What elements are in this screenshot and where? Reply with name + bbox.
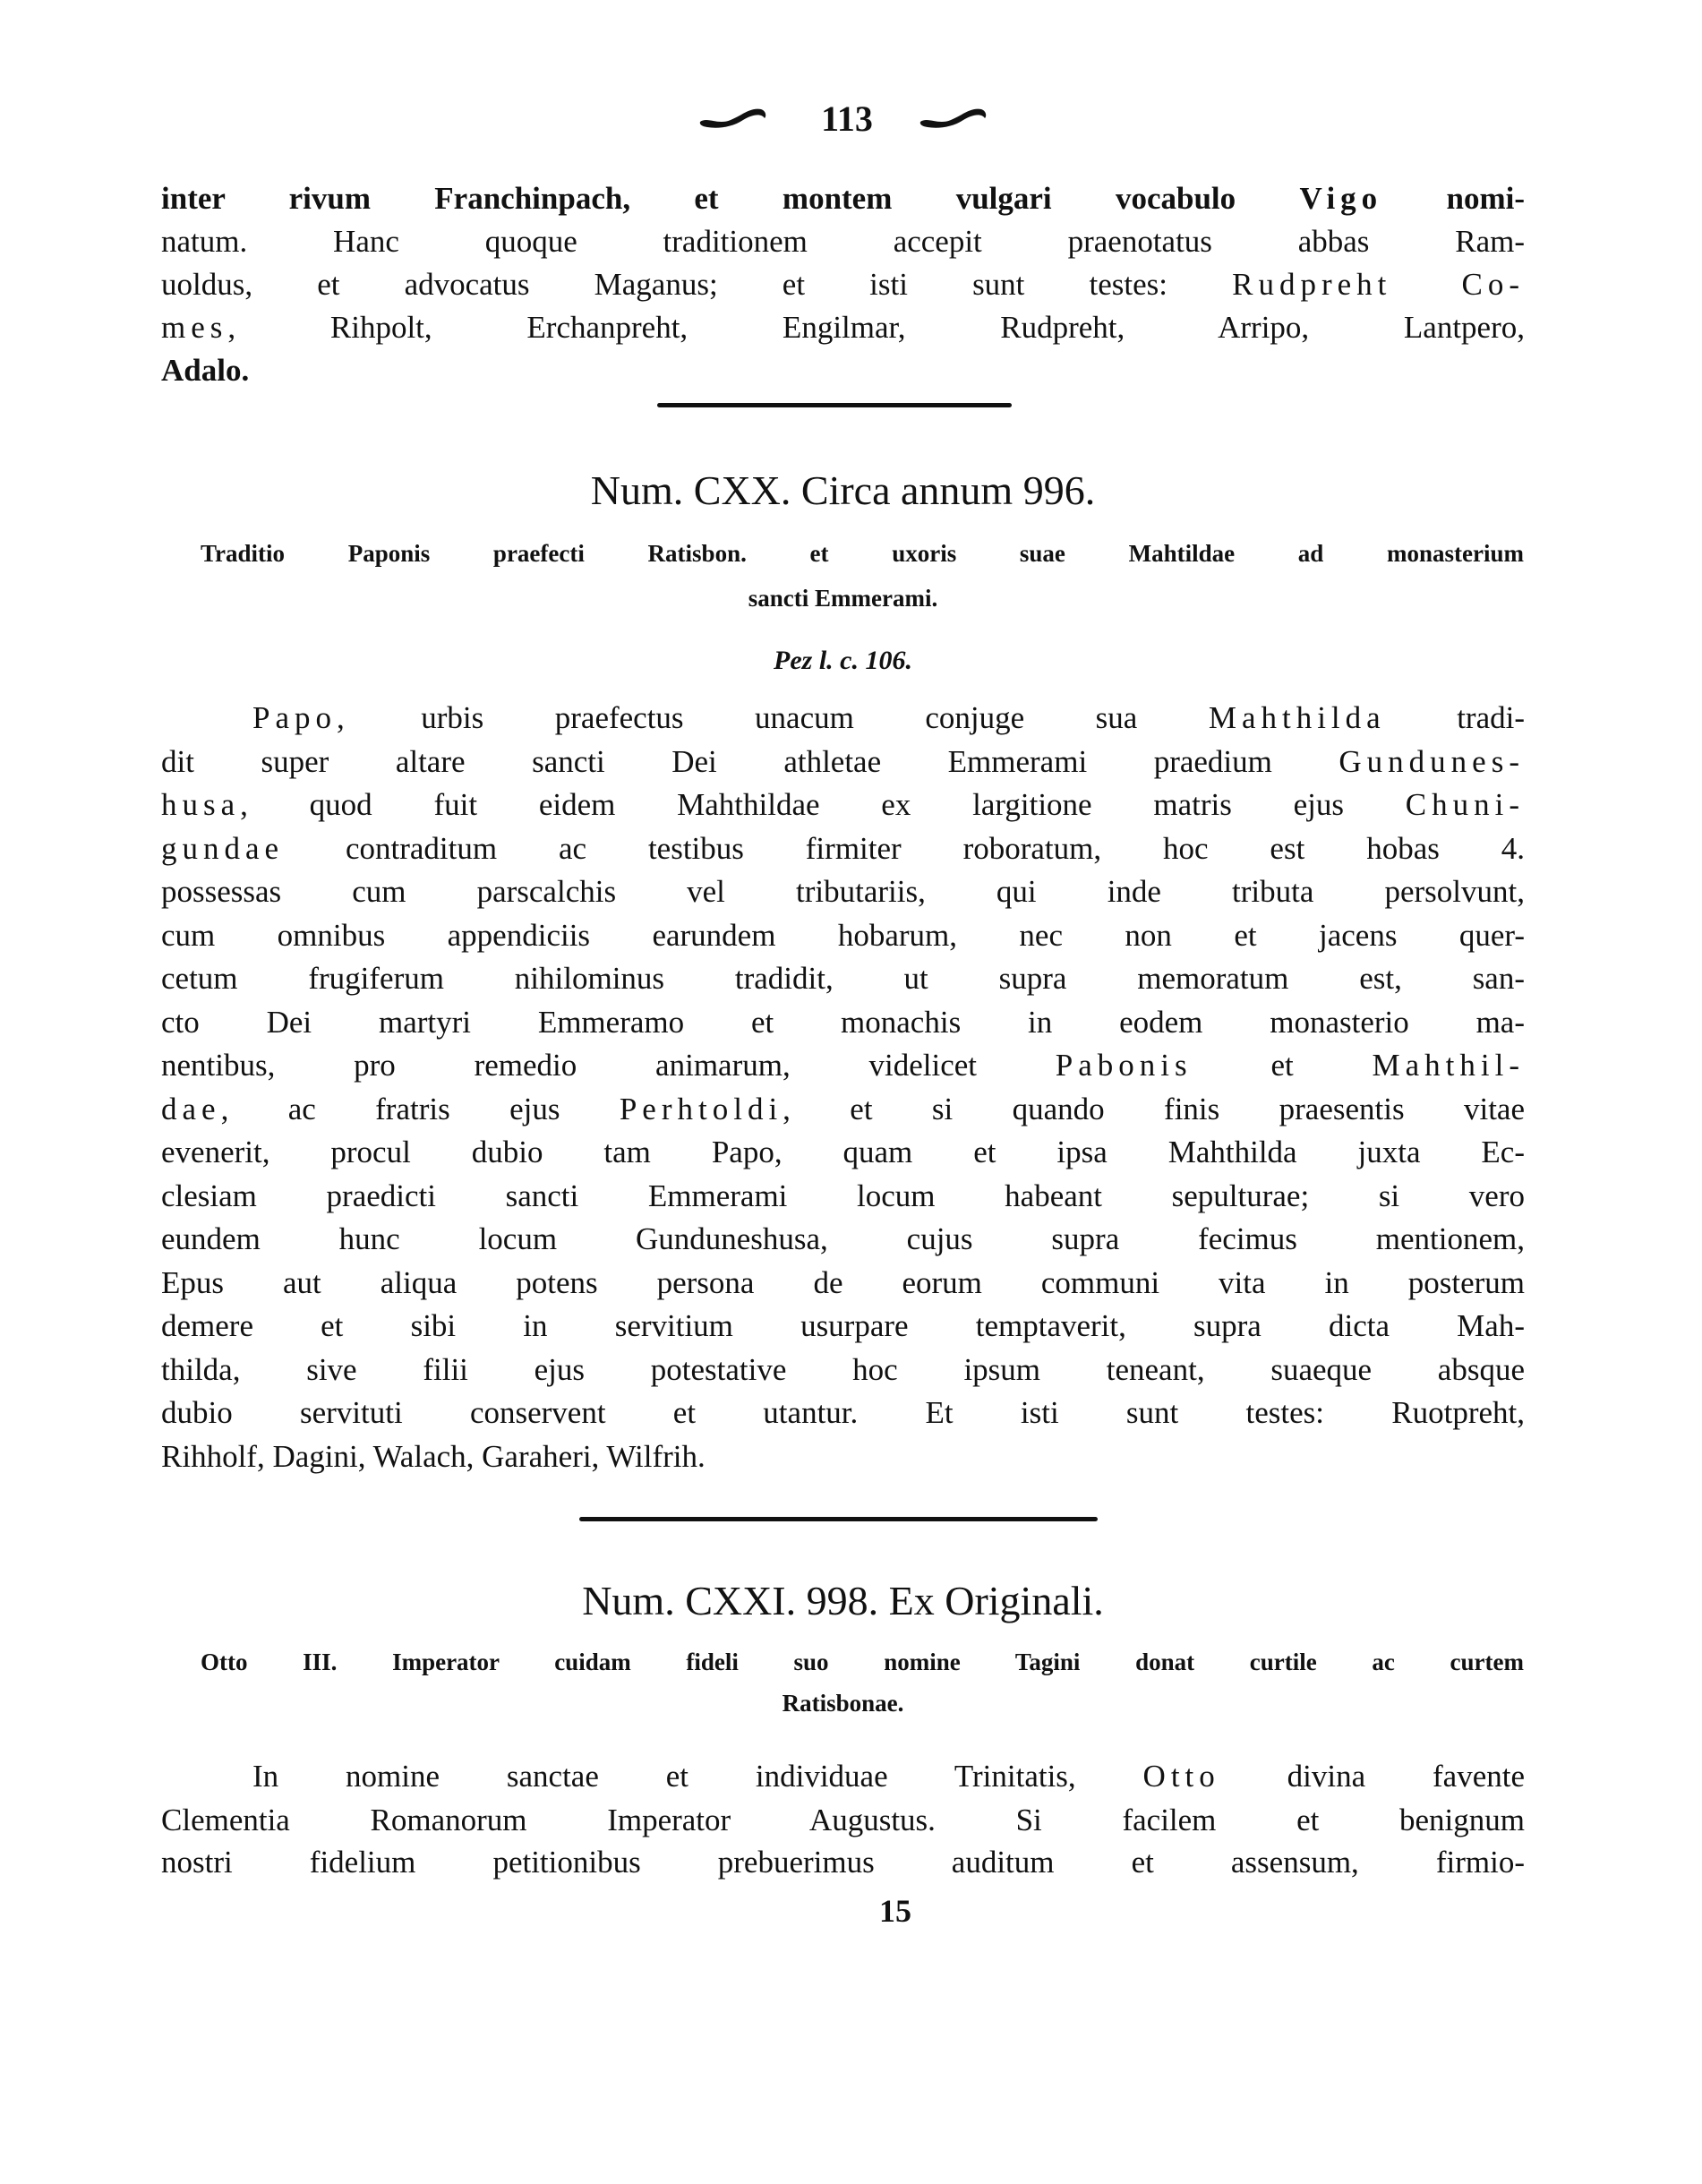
section-divider — [579, 1517, 1098, 1521]
section-heading: Num. CXXI. 998. Ex Originali. — [582, 1578, 1104, 1623]
section-summary: Otto III. Imperator cuidam fideli suo nomine Tagini donat curtile ac curtem — [201, 1649, 1524, 1675]
text-line: nentibus, pro remedio animarum, videlicet Pabonis et Mahthil- — [161, 1048, 1525, 1083]
text-line: In nomine sanctae et individuae Trinitatis, Otto divina favente — [252, 1759, 1525, 1794]
spaced-emphasis: Mahthil- — [1372, 1048, 1525, 1083]
text-line: possessas cum parscalchis vel tributariis, qui inde tributa persolvunt, — [161, 874, 1525, 909]
text-line: dit super altare sancti Dei athletae Emmerami praedium Gundunes- — [161, 744, 1525, 779]
text-line: gundae contraditum ac testibus firmiter roboratum, hoc est hobas 4. — [161, 831, 1525, 866]
text-line: mes, Rihpolt, Erchanpreht, Engilmar, Rudpreht, Arripo, Lantpero, — [161, 310, 1525, 345]
text-line: cum omnibus appendiciis earundem hobarum, nec non et jacens quer- — [161, 918, 1525, 953]
text-line: clesiam praedicti sancti Emmerami locum habeant sepulturae; si vero — [161, 1178, 1525, 1213]
spaced-emphasis: Vigo — [1299, 181, 1383, 216]
text-line: thilda, sive filii ejus potestative hoc ipsum teneant, suaeque absque — [161, 1352, 1525, 1387]
source-citation: Pez l. c. 106. — [774, 646, 912, 675]
section-heading: Num. CXX. Circa annum 996. — [590, 467, 1096, 513]
spaced-emphasis: Papo, — [252, 700, 350, 735]
text-line: nostri fidelium petitionibus prebuerimus auditum et assensum, firmio- — [161, 1845, 1525, 1880]
swash-ornament-icon — [698, 104, 768, 131]
text-line: demere et sibi in servitium usurpare temptaverit, supra dicta Mah- — [161, 1308, 1525, 1343]
spaced-emphasis: mes — [161, 310, 228, 345]
section-summary-continued: sancti Emmerami. — [748, 585, 938, 612]
section-divider — [657, 403, 1012, 407]
text-line: dubio servituti conservent et utantur. Et isti sunt testes: Ruotpreht, — [161, 1395, 1525, 1430]
spaced-emphasis: husa — [161, 787, 241, 822]
spaced-emphasis: dae — [161, 1092, 221, 1126]
section-summary-continued: Ratisbonae. — [782, 1690, 904, 1717]
text-line: Epus aut aliqua potens persona de eorum communi vita in posterum — [161, 1265, 1525, 1300]
spaced-emphasis: Rudpreht Co- — [1232, 267, 1525, 302]
text-line: natum. Hanc quoque traditionem accepit praenotatus abbas Ram- — [161, 224, 1525, 259]
spaced-emphasis: Gundunes- — [1339, 744, 1525, 779]
spaced-emphasis: Pabonis — [1055, 1048, 1193, 1083]
spaced-emphasis: Perhtoldi — [619, 1092, 783, 1126]
text-line: uoldus, et advocatus Maganus; et isti sunt testes: Rudpreht Co- — [161, 267, 1525, 302]
text-line: eundem hunc locum Gunduneshusa, cujus supra fecimus mentionem, — [161, 1221, 1525, 1256]
page-number: 113 — [821, 98, 873, 139]
text-line: Adalo. — [161, 353, 250, 388]
text-line: cto Dei martyri Emmeramo et monachis in eodem monasterio ma- — [161, 1005, 1525, 1040]
swash-ornament-icon — [919, 104, 988, 131]
spaced-emphasis: Chuni- — [1405, 787, 1525, 822]
section-summary: Traditio Paponis praefecti Ratisbon. et uxoris suae Mahtildae ad monasterium — [201, 540, 1524, 567]
signature-mark: 15 — [879, 1893, 911, 1929]
text-line: cetum frugiferum nihilominus tradidit, ut supra memoratum est, san- — [161, 961, 1525, 996]
text-line: inter rivum Franchinpach, et montem vulgari vocabulo Vigo nomi- — [161, 181, 1525, 216]
spaced-emphasis: Mahthilda — [1208, 700, 1386, 735]
page-header — [680, 97, 1003, 141]
spaced-emphasis: gundae — [161, 831, 285, 866]
text-line: dae, ac fratris ejus Perhtoldi, et si quando finis praesentis vitae — [161, 1092, 1525, 1126]
text-line: Papo, urbis praefectus unacum conjuge sua Mahthilda tradi- — [252, 700, 1526, 735]
text-line: evenerit, procul dubio tam Papo, quam et ipsa Mahthilda juxta Ec- — [161, 1135, 1525, 1169]
text-line: Clementia Romanorum Imperator Augustus. Si facilem et benignum — [161, 1803, 1525, 1837]
text-line: husa, quod fuit eidem Mahthildae ex largitione matris ejus Chuni- — [161, 787, 1525, 822]
text-line: Rihholf, Dagini, Walach, Garaheri, Wilfrih. — [161, 1439, 706, 1474]
spaced-emphasis: Otto — [1142, 1759, 1220, 1794]
